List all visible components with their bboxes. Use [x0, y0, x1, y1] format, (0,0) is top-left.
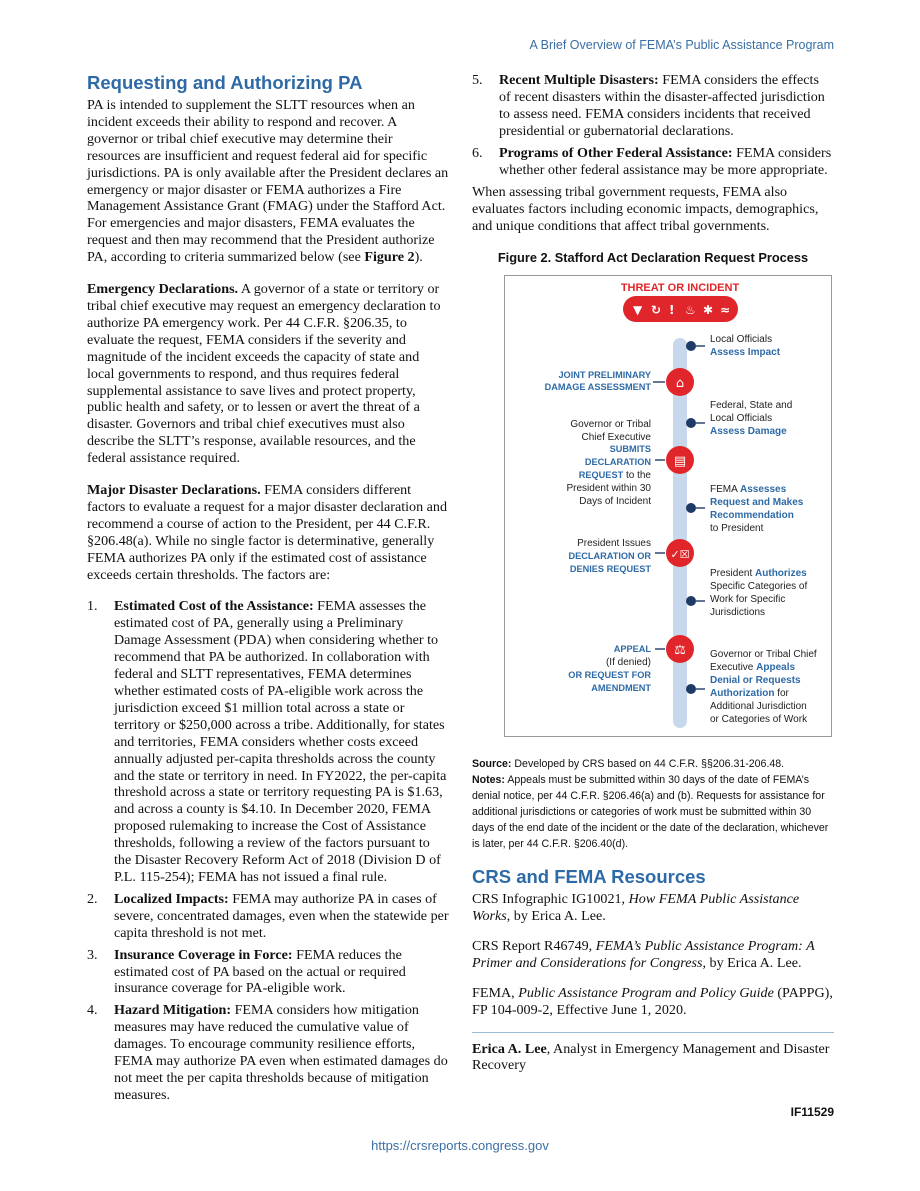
resource-suffix: (PAPPG), FP 104-009-2, Effective June 1, 2020.: [472, 984, 833, 1018]
resource-title: Public Assistance Program and Policy Guide: [518, 984, 774, 1001]
resource-suffix: , by Erica A. Lee.: [702, 954, 802, 971]
node-governor-appeals: [686, 684, 696, 694]
factor-label: Programs of Other Federal Assistance:: [499, 144, 733, 161]
factor-text: FEMA considers how mitigation measures may have reduced the cumulative value of damages. To encourage community resilience efforts, FEMA may authorize PA even when estimated damages do not meet the per capita thresholds because of mitigation measures.: [114, 1002, 448, 1103]
factor-item: [87, 1002, 449, 1103]
step5-line5: Additional Jurisdiction: [710, 701, 807, 713]
step3-line1a: FEMA: [710, 484, 741, 496]
factor-number: 6.: [472, 144, 483, 161]
intro-paragraph: [87, 97, 449, 266]
step3-line3: Recommendation: [710, 510, 794, 522]
gov-line7: Days of Incident: [579, 496, 651, 508]
step5-line4b: for: [774, 688, 789, 700]
step2-line2: Local Officials: [710, 413, 773, 425]
running-header: A Brief Overview of FEMA’s Public Assistance Program: [529, 38, 834, 52]
step3-line4: to President: [710, 523, 764, 535]
step4-line2: Specific Categories of: [710, 581, 808, 593]
factor-label: Insurance Coverage in Force:: [114, 946, 293, 963]
resource-prefix: FEMA,: [472, 984, 519, 1001]
pres-line3: DENIES REQUEST: [569, 564, 651, 575]
source-text: Developed by CRS based on 44 C.F.R. §§206.31-206.48.: [511, 758, 785, 771]
factor-number: 4.: [87, 1002, 98, 1019]
factor-label: Localized Impacts:: [114, 890, 229, 907]
gov-line2: Chief Executive: [581, 432, 651, 444]
gov-line6: President within 30: [566, 483, 651, 495]
document-icon: ▤: [673, 454, 687, 470]
jpda-line1: JOINT PRELIMINARY: [558, 370, 651, 381]
intro-text: PA is intended to supplement the SLTT resources when an incident exceeds their ability to respond and recover. A governor or tribal chief executive may determine their resources are insufficient and request federal aid for specific jurisdictions. PA is only available after the President declares an emergency or major disaster or FEMA authorizes a Fire Management Assistance Grant (FMAG) under the Stafford Act. For emergencies and major disasters, FEMA evaluates the request and then may recommend that the President authorize PA, according to criteria summarized below (see: [87, 97, 449, 266]
major-disaster-paragraph: [87, 482, 449, 583]
notes-text: Appeals must be submitted within 30 days of the date of FEMA’s denial notice, per 44 C.F.R. §206.46(a) and (b). Requests for assistance for additional jurisdictions or categories of work must be submitted within 30 days of the end date of the incident or the date of the declaration, whichever is later, per 44 C.F.R. §206.40(d).: [472, 774, 829, 851]
pres-line2: DECLARATION OR: [568, 551, 651, 562]
factor-text: FEMA considers whether other federal assistance may be more appropriate.: [499, 144, 832, 178]
process-flow-diagram: [505, 276, 831, 736]
node-president-authorizes: [686, 596, 696, 606]
step4-line1b: Authorizes: [755, 568, 807, 580]
node-fema-assess: [686, 503, 696, 513]
resources-section: [472, 866, 834, 1074]
resource-item: [472, 938, 834, 972]
factor-number: 3.: [87, 946, 98, 963]
house-icon: ⌂: [675, 376, 685, 392]
pres-line1: President Issues: [577, 538, 651, 550]
jpda-line2: DAMAGE ASSESSMENT: [544, 382, 651, 393]
left-column: [87, 72, 449, 1109]
node-assess-damage: [686, 418, 696, 428]
factor-item: [87, 598, 449, 885]
gov-line5a: REQUEST: [578, 470, 624, 481]
appeal-line3: OR REQUEST FOR: [568, 670, 651, 681]
figure-notes: [472, 756, 834, 852]
factor-text: FEMA considers the effects of recent disasters within the disaster-affected jurisdiction to assess need. FEMA considers incidents that received presidential or gubernatorial declarations.: [499, 72, 825, 139]
step4-line1a: President: [710, 568, 756, 580]
intro-end: ).: [414, 249, 423, 266]
hurricane-icon: ↻: [651, 303, 662, 318]
divider: [472, 1032, 834, 1033]
step4-line1: [710, 568, 807, 579]
step-local-officials: Local Officials: [710, 334, 773, 346]
resource-prefix: CRS Report R46749,: [472, 937, 596, 954]
emergency-text: A governor of a state or territory or tribal chief executive may request an emergency declaration to authorize PA emergency work. Per 44 C.F.R. §206.35, to evaluate the request, FEMA considers if the severity and magnitude of the incident exceeds the capacity of state and local governments to respond, and thus requires federal supplemental assistance to save lives and protect property, public health and safety, or to lessen or avert the threat of a disaster. Governors and tribal chief executives must also describe the SLTT’s response, available resources, and the federal assistance required.: [87, 281, 441, 467]
resource-suffix: , by Erica A. Lee.: [506, 907, 606, 924]
tribal-paragraph: When assessing tribal government requests, FEMA also evaluates factors including economic impacts, demographics, and unique conditions that affect tribal governments.: [472, 184, 819, 235]
figure-notes-text: [472, 772, 834, 852]
figure-reference: Figure 2: [364, 249, 415, 266]
gov-line5b: to the: [623, 470, 651, 482]
factor-item: [87, 891, 449, 942]
factor-item: [472, 72, 834, 140]
threat-label: THREAT OR INCIDENT: [620, 282, 740, 295]
factor-item: [87, 947, 449, 998]
product-number: IF11529: [790, 1105, 834, 1119]
step4-line3: Work for Specific: [710, 594, 786, 606]
factor-label: Estimated Cost of the Assistance:: [114, 598, 314, 615]
step3-line1: [710, 484, 787, 495]
step4-line4: Jurisdictions: [710, 607, 766, 619]
fire-icon: ♨: [685, 303, 696, 318]
major-label: Major Disaster Declarations.: [87, 482, 261, 499]
step3-line2: Request and Makes: [710, 497, 804, 509]
gov-line3: SUBMITS: [609, 444, 651, 455]
factor-number: 2.: [87, 890, 98, 907]
step5-line1: Governor or Tribal Chief: [710, 649, 817, 661]
factor-number: 1.: [87, 598, 98, 615]
check-x-icon: ✓☒: [670, 548, 690, 562]
author-name: Erica A. Lee: [472, 1040, 547, 1057]
factor-text: FEMA assesses the estimated cost of PA, generally using a Preliminary Damage Assessment (PDA) when considering whether to recommend that PA be authorized. In collaboration with federal and SLTT representatives, FEMA determines whether estimated costs of PA-eligible work across the jurisdiction exceed $1 million total across a state or territory or $250,000 across a tribe. Additionally, for states and territories, FEMA considers whether costs exceed annually adjusted per-capita thresholds across the county and the state or territory in need. In FY2022, the per-capita threshold across a state or territory requesting PA is $1.63, and across a county is $4.10. In December 2020, FEMA proposed rulemaking to increase the Cost of Assistance thresholds, following a review of the factors pursuant to the Disaster Recovery Reform Act of 2018 (Division D of P.L. 115-254); FEMA has not issued a final rule.: [114, 598, 447, 885]
step2-line3: Assess Damage: [710, 426, 787, 438]
appeal-line2: (If denied): [605, 657, 651, 669]
factor-list-left: [87, 598, 449, 1103]
snow-icon: ✱: [703, 303, 714, 318]
step3-line1b: Assesses: [740, 484, 787, 496]
resource-title: FEMA’s Public Assistance Program: A Primer and Considerations for Congress: [472, 937, 815, 971]
figure-source: [472, 756, 834, 772]
step5-line2: [710, 662, 795, 673]
factor-number: 5.: [472, 72, 483, 88]
step5-line2b: Appeals: [756, 662, 796, 674]
flood-icon: ≈: [720, 303, 731, 318]
timeline-track: [673, 338, 687, 728]
author-line: [472, 1041, 834, 1075]
step5-line2a: Executive: [710, 662, 757, 674]
step5-line4a: Authorization: [710, 688, 775, 700]
step2-line1: Federal, State and: [710, 400, 793, 412]
scales-icon: ⚖: [674, 643, 686, 659]
factor-item: [472, 145, 834, 179]
gov-line4: DECLARATION: [584, 457, 651, 468]
warning-icon: !: [669, 303, 675, 318]
right-column: [472, 72, 834, 1087]
resource-title: How FEMA Public Assistance Works: [472, 891, 800, 924]
appeal-line1: APPEAL: [613, 644, 651, 655]
emergency-paragraph: [87, 281, 449, 467]
resource-item: [472, 891, 834, 925]
section-heading-requesting: Requesting and Authorizing PA: [87, 72, 363, 93]
node-local-assess: [686, 341, 696, 351]
gov-line1: Governor or Tribal: [570, 419, 651, 431]
figure-title: Figure 2. Stafford Act Declaration Request Process: [497, 250, 809, 266]
factor-label: Hazard Mitigation:: [114, 1002, 232, 1019]
factor-label: Recent Multiple Disasters:: [499, 72, 659, 88]
step5-line4: [710, 688, 790, 699]
step-assess-impact: Assess Impact: [710, 347, 781, 359]
notes-label: Notes:: [472, 774, 505, 787]
resource-prefix: CRS Infographic IG10021,: [472, 891, 629, 908]
appeal-line4: AMENDMENT: [591, 683, 651, 694]
resources-heading: CRS and FEMA Resources: [472, 866, 706, 888]
resource-item: [472, 985, 834, 1019]
major-text: FEMA considers different factors to evaluate a request for a major disaster declaration and recommend a course of action to the President, per 44 C.F.R. §206.48(a). While no single factor is determinative, generally FEMA authorizes PA only if the estimated cost of assistance exceeds certain thresholds. The factors are:: [87, 482, 448, 583]
tornado-icon: ▼: [633, 303, 643, 318]
figure-diagram: [504, 275, 832, 737]
step5-line3: Denial or Requests: [710, 675, 801, 687]
gov-line5: [579, 470, 652, 481]
step5-line6: or Categories of Work: [710, 714, 808, 726]
footer-url-link[interactable]: https://crsreports.congress.gov: [371, 1138, 549, 1153]
factor-text: FEMA may authorize PA in cases of severe, concentrated damages, even when the statewide per capita threshold is not met.: [114, 890, 449, 941]
factor-list-right: [472, 72, 834, 178]
factor-text: FEMA reduces the estimated cost of PA based on the actual or required insurance coverage for PA-eligible work.: [114, 946, 406, 997]
emergency-label: Emergency Declarations.: [87, 281, 239, 298]
source-label: Source:: [472, 758, 512, 771]
author-role: , Analyst in Emergency Management and Disaster Recovery: [472, 1040, 830, 1074]
